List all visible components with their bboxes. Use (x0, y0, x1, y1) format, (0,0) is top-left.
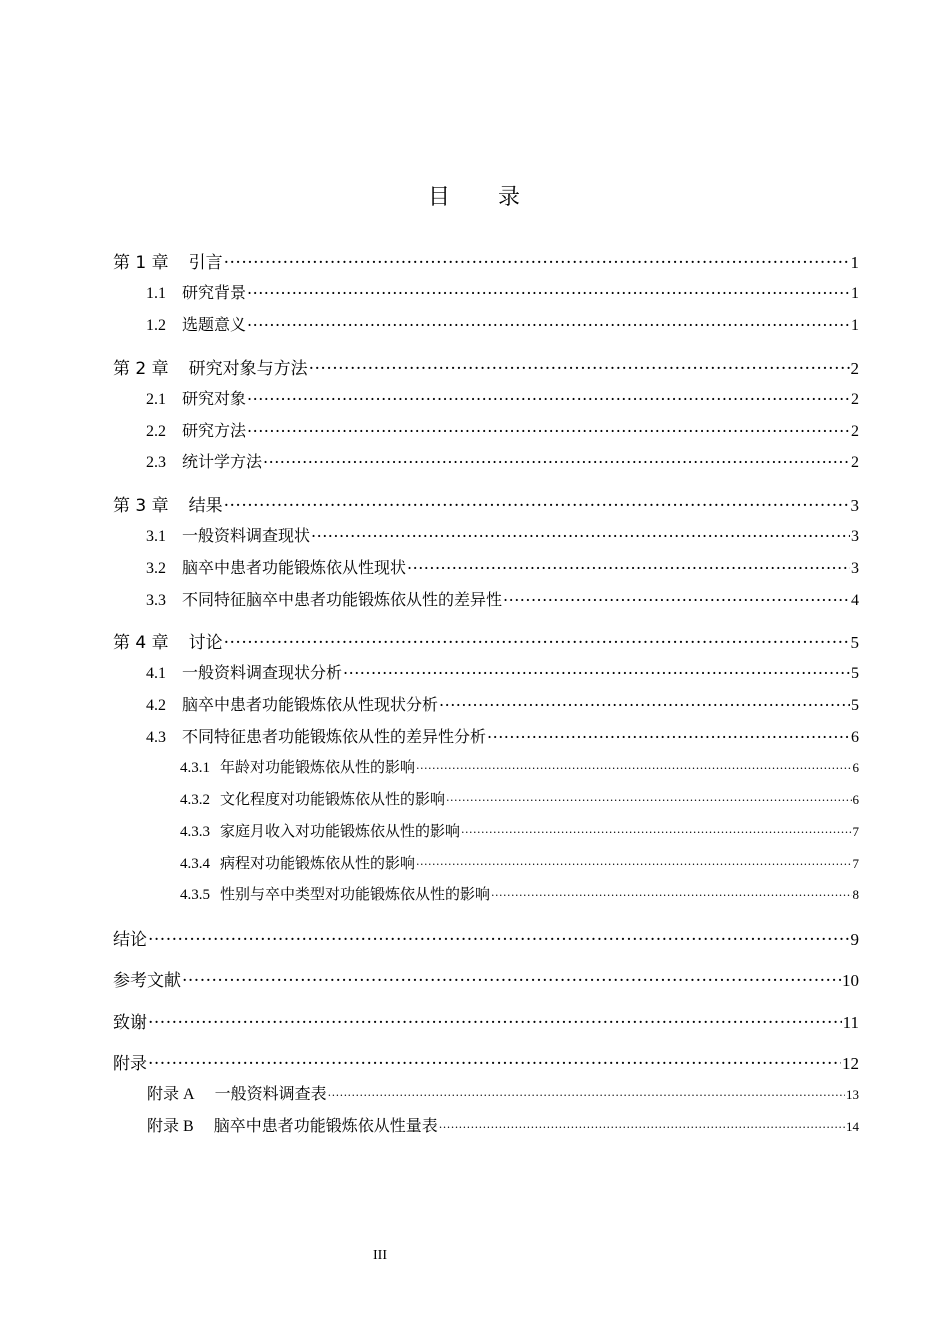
toc-entry-3-3[interactable] (113, 587, 859, 611)
toc-entry-page: 1 (850, 253, 859, 272)
toc-dot-leader (328, 1083, 845, 1099)
toc-entry-text: 研究对象与方法 (188, 359, 308, 379)
toc-entry-page: 11 (842, 1013, 859, 1032)
toc-entry-text: 年龄对功能锻炼依从性的影响 (220, 758, 416, 776)
toc-entry-text: 一般资料调查现状分析 (182, 663, 343, 682)
toc-entry-text: 讨论 (188, 633, 223, 653)
toc-entry-2-3[interactable] (113, 449, 859, 473)
toc-title (0, 180, 950, 211)
toc-entry-number: 附录 B (147, 1118, 194, 1135)
toc-entry-text: 脑卒中患者功能锻炼依从性现状 (182, 558, 407, 577)
toc-entry-number: 第 4 章 (113, 633, 169, 653)
toc-entry-appendix[interactable] (113, 1049, 859, 1073)
toc-title-right: 录 (498, 185, 523, 210)
toc-entry-chapter-2[interactable] (113, 354, 859, 378)
toc-dot-leader (247, 388, 850, 404)
toc-entry-text: 不同特征患者功能锻炼依从性的差异性分析 (182, 727, 487, 746)
toc-entry-number: 第 2 章 (113, 359, 169, 379)
toc-entry-page: 5 (851, 665, 859, 682)
toc-entry-chapter-4[interactable] (113, 628, 859, 652)
toc-entry-number: 4.3.2 (180, 792, 210, 808)
toc-entry-text: 一般资料调查表 (214, 1084, 327, 1103)
toc-dot-leader (148, 1011, 842, 1028)
toc-entry-text: 家庭月收入对功能锻炼依从性的影响 (220, 822, 461, 840)
toc-dot-leader (446, 789, 851, 804)
toc-dot-leader (247, 314, 850, 330)
toc-entry-number: 附录 A (147, 1086, 195, 1103)
toc-entry-text: 研究背景 (182, 283, 247, 302)
toc-entry-number: 4.3.1 (180, 760, 210, 776)
toc-entry-number: 第 3 章 (113, 496, 169, 516)
toc-entry-number: 第 1 章 (113, 253, 169, 273)
toc-entry-4-3-1[interactable] (113, 756, 859, 780)
toc-dot-leader (224, 494, 850, 511)
toc-entry-page: 6 (852, 760, 859, 775)
toc-entry-text: 结论 (113, 930, 147, 950)
toc-entry-4-3[interactable] (113, 724, 859, 748)
toc-entry-page: 4 (851, 592, 859, 609)
toc-entry-page: 2 (851, 423, 859, 440)
toc-entry-page: 6 (852, 792, 859, 807)
toc-entry-4-2[interactable] (113, 692, 859, 716)
toc-dot-leader (439, 1115, 845, 1131)
toc-entry-page: 8 (852, 887, 859, 902)
toc-entry-number: 4.3 (146, 729, 166, 746)
toc-entry-page: 2 (850, 359, 859, 378)
toc-entry-1-2[interactable] (113, 312, 859, 336)
toc-entry-text: 致谢 (113, 1013, 147, 1033)
toc-dot-leader (439, 694, 850, 710)
toc-dot-leader (224, 251, 850, 268)
toc-dot-leader (416, 853, 851, 868)
toc-entry-2-2[interactable] (113, 418, 859, 442)
toc-entry-page: 7 (852, 856, 859, 871)
toc-entry-1-1[interactable] (113, 280, 859, 304)
toc-entry-page: 6 (851, 729, 859, 746)
toc-entry-text: 研究对象 (182, 389, 247, 408)
toc-entry-4-3-3[interactable] (113, 820, 859, 844)
toc-entry-text: 不同特征脑卒中患者功能锻炼依从性的差异性 (182, 590, 503, 609)
toc-entry-2-1[interactable] (113, 386, 859, 410)
toc-dot-leader (487, 726, 850, 742)
toc-entry-number: 4.3.3 (180, 824, 210, 840)
toc-entry-text: 统计学方法 (182, 452, 263, 471)
toc-entry-number: 4.3.4 (180, 856, 210, 872)
toc-entry-text: 附录 (113, 1054, 147, 1074)
toc-dot-leader (182, 969, 841, 986)
toc-dot-leader (407, 557, 850, 573)
toc-entry-text: 参考文献 (113, 971, 181, 991)
toc-dot-leader (148, 928, 850, 945)
toc-title-left: 目 (427, 185, 452, 210)
toc-entry-chapter-3[interactable] (113, 491, 859, 515)
toc-entry-number: 2.1 (146, 391, 166, 408)
toc-dot-leader (461, 821, 851, 836)
toc-entry-page: 3 (850, 496, 859, 515)
toc-dot-leader (247, 420, 850, 436)
toc-dot-leader (224, 631, 850, 648)
toc-entry-appendix-b[interactable] (113, 1113, 859, 1137)
toc-entry-page: 12 (842, 1054, 859, 1073)
toc-entry-number: 4.3.5 (180, 887, 210, 903)
toc-entry-page: 14 (846, 1119, 859, 1134)
toc-entry-number: 2.3 (146, 454, 166, 471)
toc-entry-text: 脑卒中患者功能锻炼依从性量表 (213, 1116, 438, 1135)
toc-entry-page: 5 (850, 633, 859, 652)
page-number: III (373, 1248, 387, 1263)
toc-entry-page: 1 (851, 317, 859, 334)
toc-entry-4-3-4[interactable] (113, 852, 859, 876)
toc-entry-page: 2 (851, 391, 859, 408)
toc-dot-leader (343, 662, 850, 678)
toc-entry-number: 4.2 (146, 697, 166, 714)
toc-entry-acknowledgements[interactable] (113, 1008, 859, 1032)
toc-entry-number: 1.1 (146, 285, 166, 302)
toc-entry-page: 2 (851, 454, 859, 471)
toc-entry-page: 7 (852, 824, 859, 839)
toc-entry-text: 引言 (188, 253, 223, 273)
toc-entry-number: 2.2 (146, 423, 166, 440)
toc-entry-page: 1 (851, 285, 859, 302)
toc-entry-text: 性别与卒中类型对功能锻炼依从性的影响 (220, 885, 491, 903)
toc-entry-3-2[interactable] (113, 555, 859, 579)
toc-entry-4-3-5[interactable] (113, 883, 859, 907)
toc-entry-text: 文化程度对功能锻炼依从性的影响 (220, 790, 446, 808)
toc-entry-page: 9 (850, 930, 859, 949)
toc-entry-chapter-1[interactable] (113, 248, 859, 272)
toc-dot-leader (503, 589, 850, 605)
toc-entry-conclusion[interactable] (113, 925, 859, 949)
toc-dot-leader (148, 1052, 841, 1069)
toc-dot-leader (416, 757, 851, 772)
toc-entry-page: 10 (842, 971, 859, 990)
toc-entry-text: 一般资料调查现状 (182, 526, 311, 545)
toc-entry-text: 脑卒中患者功能锻炼依从性现状分析 (182, 695, 439, 714)
toc-entry-page: 5 (851, 697, 859, 714)
toc-entry-number: 4.1 (146, 665, 166, 682)
toc-dot-leader (247, 282, 850, 298)
toc-entry-references[interactable] (113, 966, 859, 990)
toc-entry-number: 3.2 (146, 560, 166, 577)
toc-dot-leader (263, 451, 850, 467)
toc-entry-page: 13 (846, 1087, 859, 1102)
toc-entry-3-1[interactable] (113, 523, 859, 547)
toc-dot-leader (309, 357, 850, 374)
toc-entry-appendix-a[interactable] (113, 1081, 859, 1105)
toc-entry-number: 1.2 (146, 317, 166, 334)
toc-entry-number: 3.1 (146, 528, 166, 545)
toc-entry-page: 3 (851, 560, 859, 577)
toc-entry-page: 3 (851, 528, 859, 545)
toc-entry-text: 病程对功能锻炼依从性的影响 (220, 854, 416, 872)
toc-dot-leader (311, 525, 850, 541)
toc-entry-4-3-2[interactable] (113, 788, 859, 812)
toc-entry-4-1[interactable] (113, 660, 859, 684)
toc-entry-text: 结果 (188, 496, 223, 516)
toc-entry-text: 研究方法 (182, 421, 247, 440)
toc-entry-number: 3.3 (146, 592, 166, 609)
toc-dot-leader (491, 884, 851, 899)
toc-entry-text: 选题意义 (182, 315, 247, 334)
